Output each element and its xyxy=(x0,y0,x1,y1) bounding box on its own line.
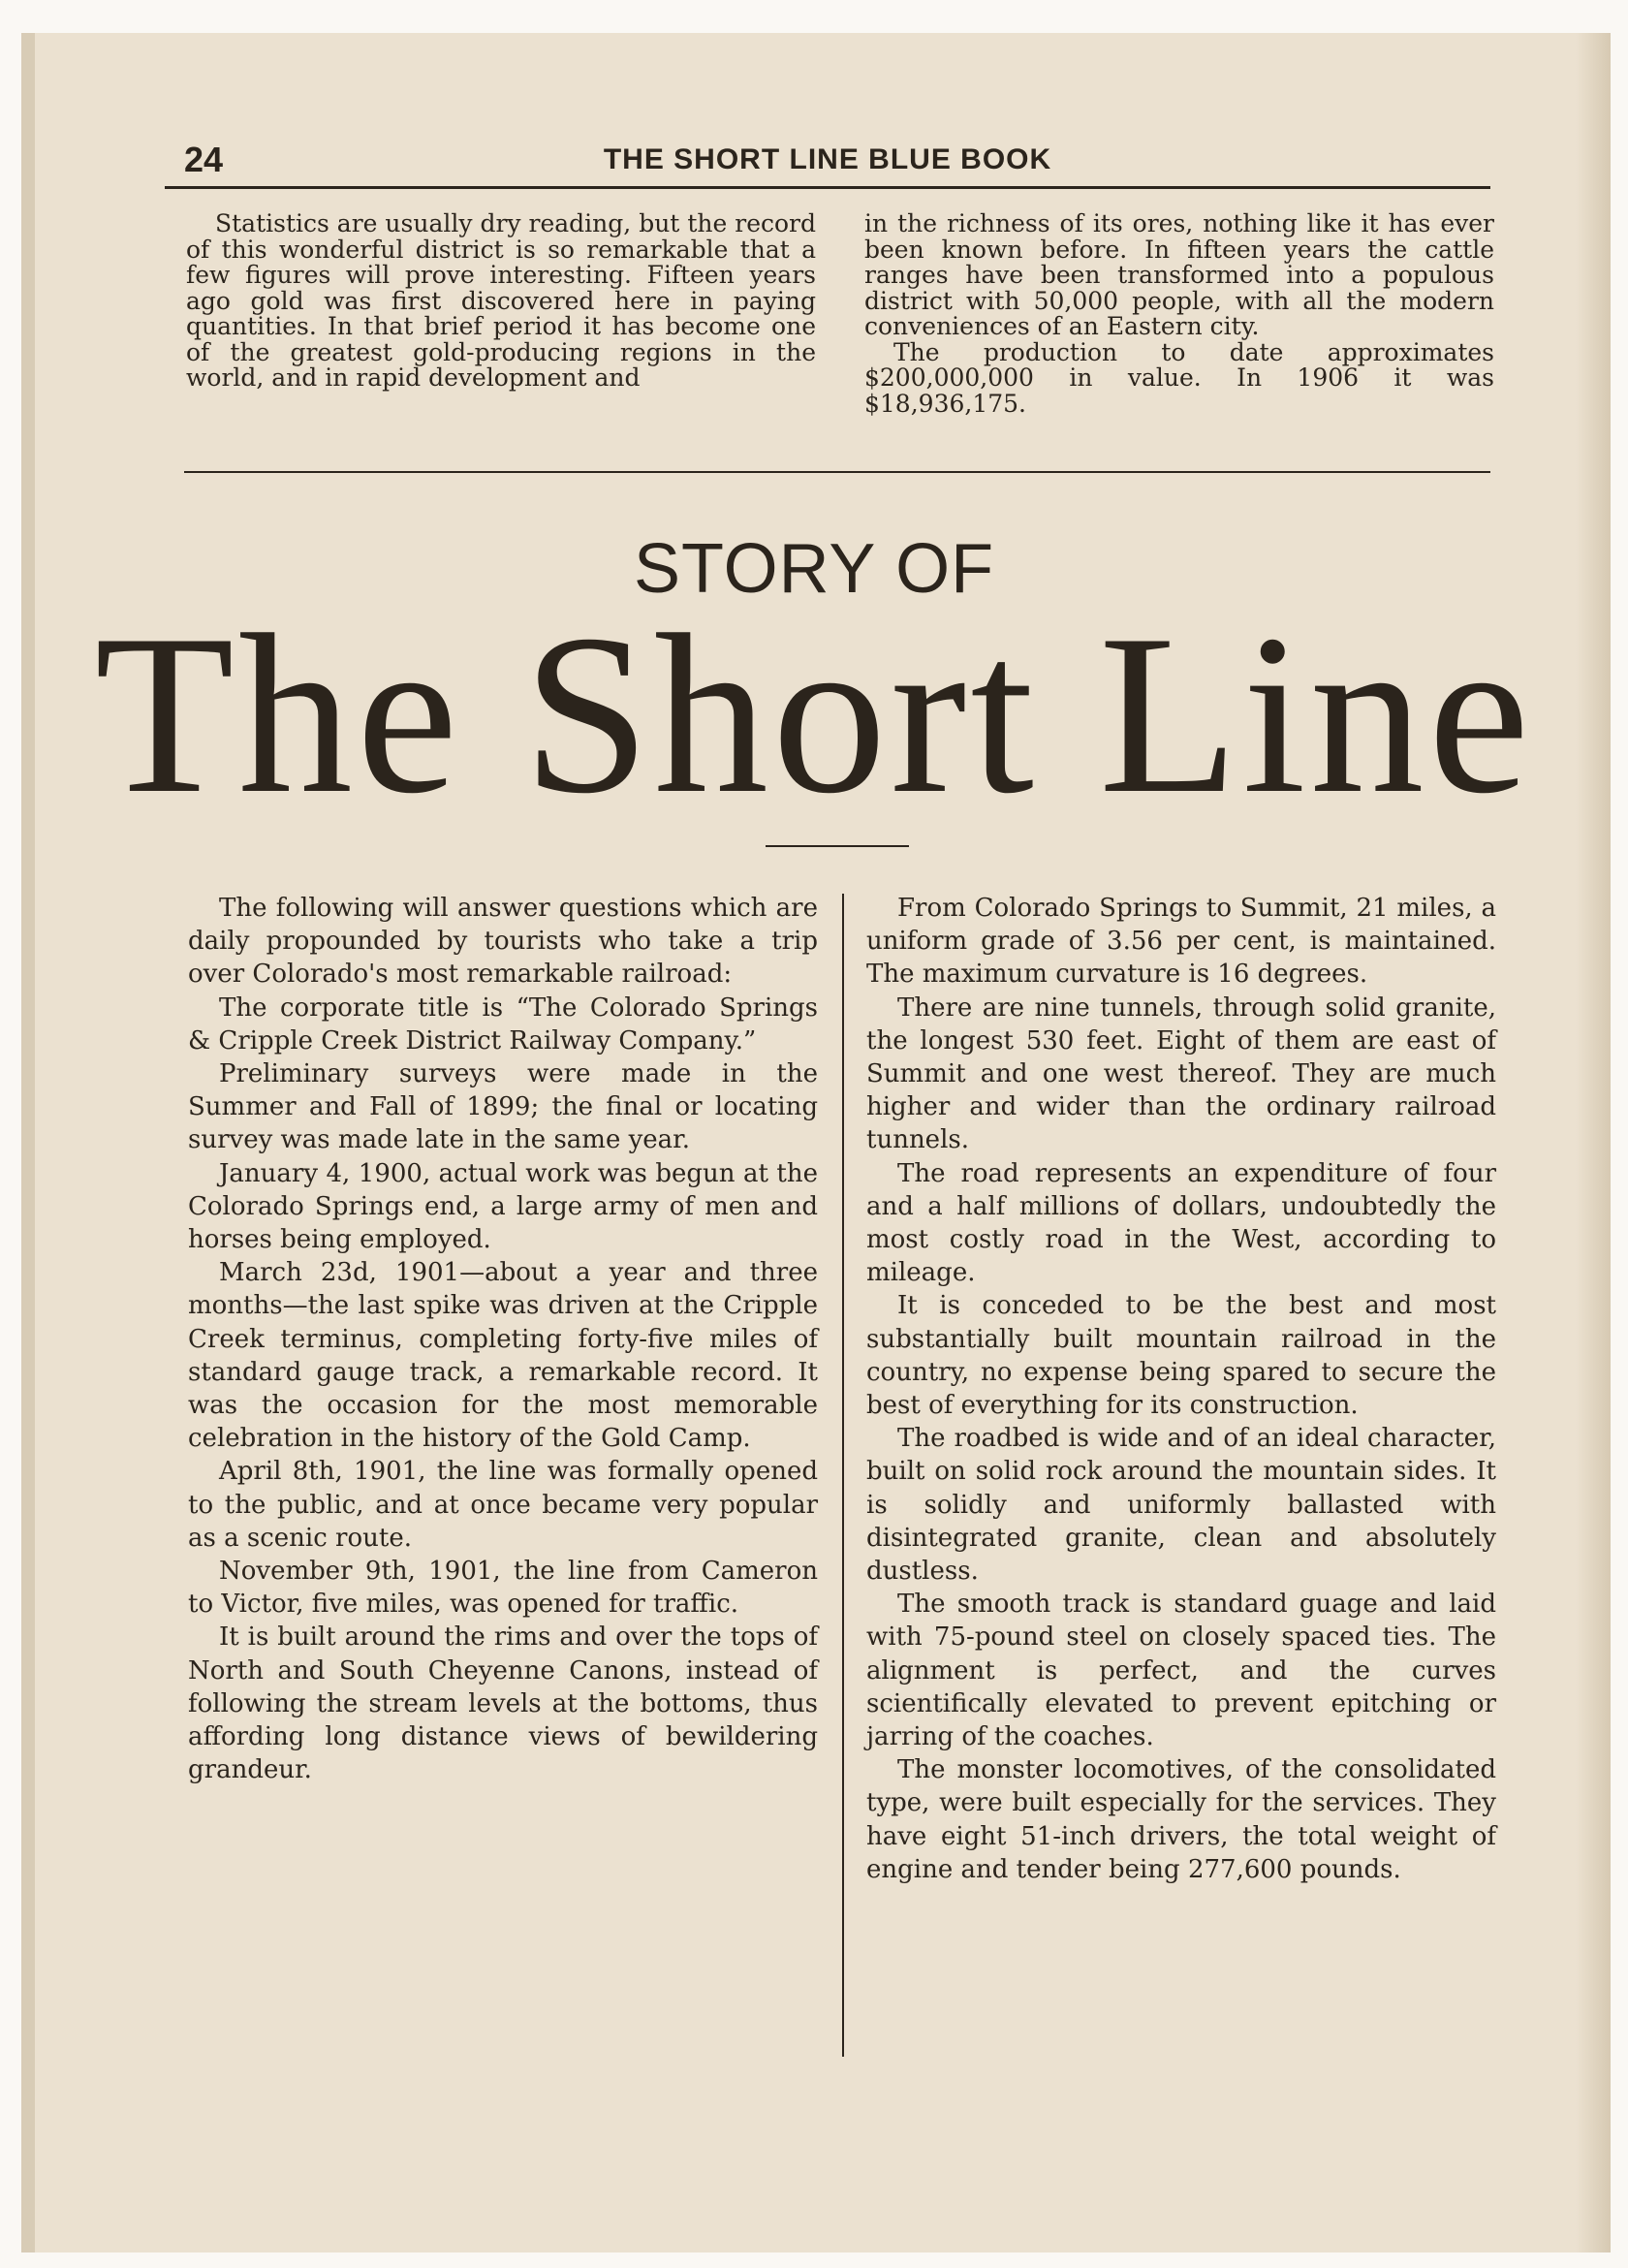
section-divider xyxy=(184,471,1490,473)
article-paragraph: Preliminary surveys were made in the Summer and Fall of 1899; the final or locating survey was made late in the same year. xyxy=(188,1059,818,1155)
article-paragraph: March 23d, 1901—about a year and three months—the last spike was driven at the Cripple Creek terminus, completing forty-five miles of standard gauge track, a remarkable record. It was the occasion for the most memorable celebration in the history of the Gold Camp. xyxy=(188,1258,818,1454)
title-underline xyxy=(766,845,909,847)
page-gutter xyxy=(1576,33,1611,2252)
article-paragraph: It is built around the rims and over the tops of North and South Cheyenne Canons, instead of following the stream levels at the bottoms, thus affording long distance views of bewildering grandeur. xyxy=(188,1622,818,1785)
article-right-column xyxy=(866,892,1496,1886)
article-left-column xyxy=(188,892,818,1786)
article-paragraph: January 4, 1900, actual work was begun at the Colorado Springs end, a large army of men and horses being employed. xyxy=(188,1158,818,1255)
article-title: The Short Line xyxy=(94,588,1534,841)
article-kicker: STORY OF xyxy=(633,530,995,608)
article-paragraph: It is conceded to be the best and most substantially built mountain railroad in the country, no expense being spared to secure the best of everything for its construction. xyxy=(866,1291,1496,1421)
book-title: THE SHORT LINE BLUE BOOK xyxy=(603,143,1052,175)
article-paragraph: The following will answer questions which are daily propounded by tourists who take a trip over Colorado's most remarkable railroad: xyxy=(188,894,818,990)
article-paragraph: There are nine tunnels, through solid granite, the longest 530 feet. Eight of them are east of Summit and one west thereof. They are much higher and wider than the ordinary railroad tunnels. xyxy=(866,992,1496,1155)
article-paragraph: The monster locomotives, of the consolidated type, were built especially for the services. They have eight 51-inch drivers, the total weight of engine and tender being 277,600 pounds. xyxy=(866,1755,1496,1884)
article-paragraph: April 8th, 1901, the line was formally opened to the public, and at once became very popular as a scenic route. xyxy=(188,1457,818,1553)
article-paragraph: The smooth track is standard guage and laid with 75-pound steel on closely spaced ties. The alignment is perfect, and the curves scientifically elevated to prevent epitching or jarring of the coaches. xyxy=(866,1590,1496,1752)
intro-paragraph: in the richness of its ores, nothing like it has ever been known before. In fifteen years the cattle ranges have been transformed into a populous district with 50,000 people, with all the modern conveniences of an Eastern city. xyxy=(864,209,1494,340)
intro-right-column xyxy=(864,211,1494,417)
article-paragraph: The corporate title is “The Colorado Springs & Cripple Creek District Railway Company.” xyxy=(188,992,818,1055)
running-header xyxy=(165,136,1490,189)
intro-left-column xyxy=(186,211,816,392)
article-paragraph: The roadbed is wide and of an ideal character, built on solid rock around the mountain sides. It is solidly and uniformly ballasted with disintegrated granite, clean and absolutely dustless. xyxy=(866,1424,1496,1587)
article-paragraph: November 9th, 1901, the line from Cameron to Victor, five miles, was opened for traffic. xyxy=(188,1557,818,1620)
column-divider xyxy=(842,894,844,2057)
intro-paragraph: Statistics are usually dry reading, but the record of this wonderful district is so remarkable that a few figures will prove interesting. Fifteen years ago gold was first discovered here in paying quantities. In that brief period it has become one of the greatest gold-producing regions in the world, and in rapid development and xyxy=(186,209,816,392)
page-number: 24 xyxy=(184,140,224,179)
article-paragraph: The road represents an expenditure of four and a half millions of dollars, undoubtedly the most costly road in the West, according to mileage. xyxy=(866,1158,1496,1288)
article-paragraph: From Colorado Springs to Summit, 21 miles, a uniform grade of 3.56 per cent, is maintained. The maximum curvature is 16 degrees. xyxy=(866,894,1496,990)
intro-paragraph: The production to date approximates $200,000,000 in value. In 1906 it was $18,936,175. xyxy=(864,337,1494,418)
